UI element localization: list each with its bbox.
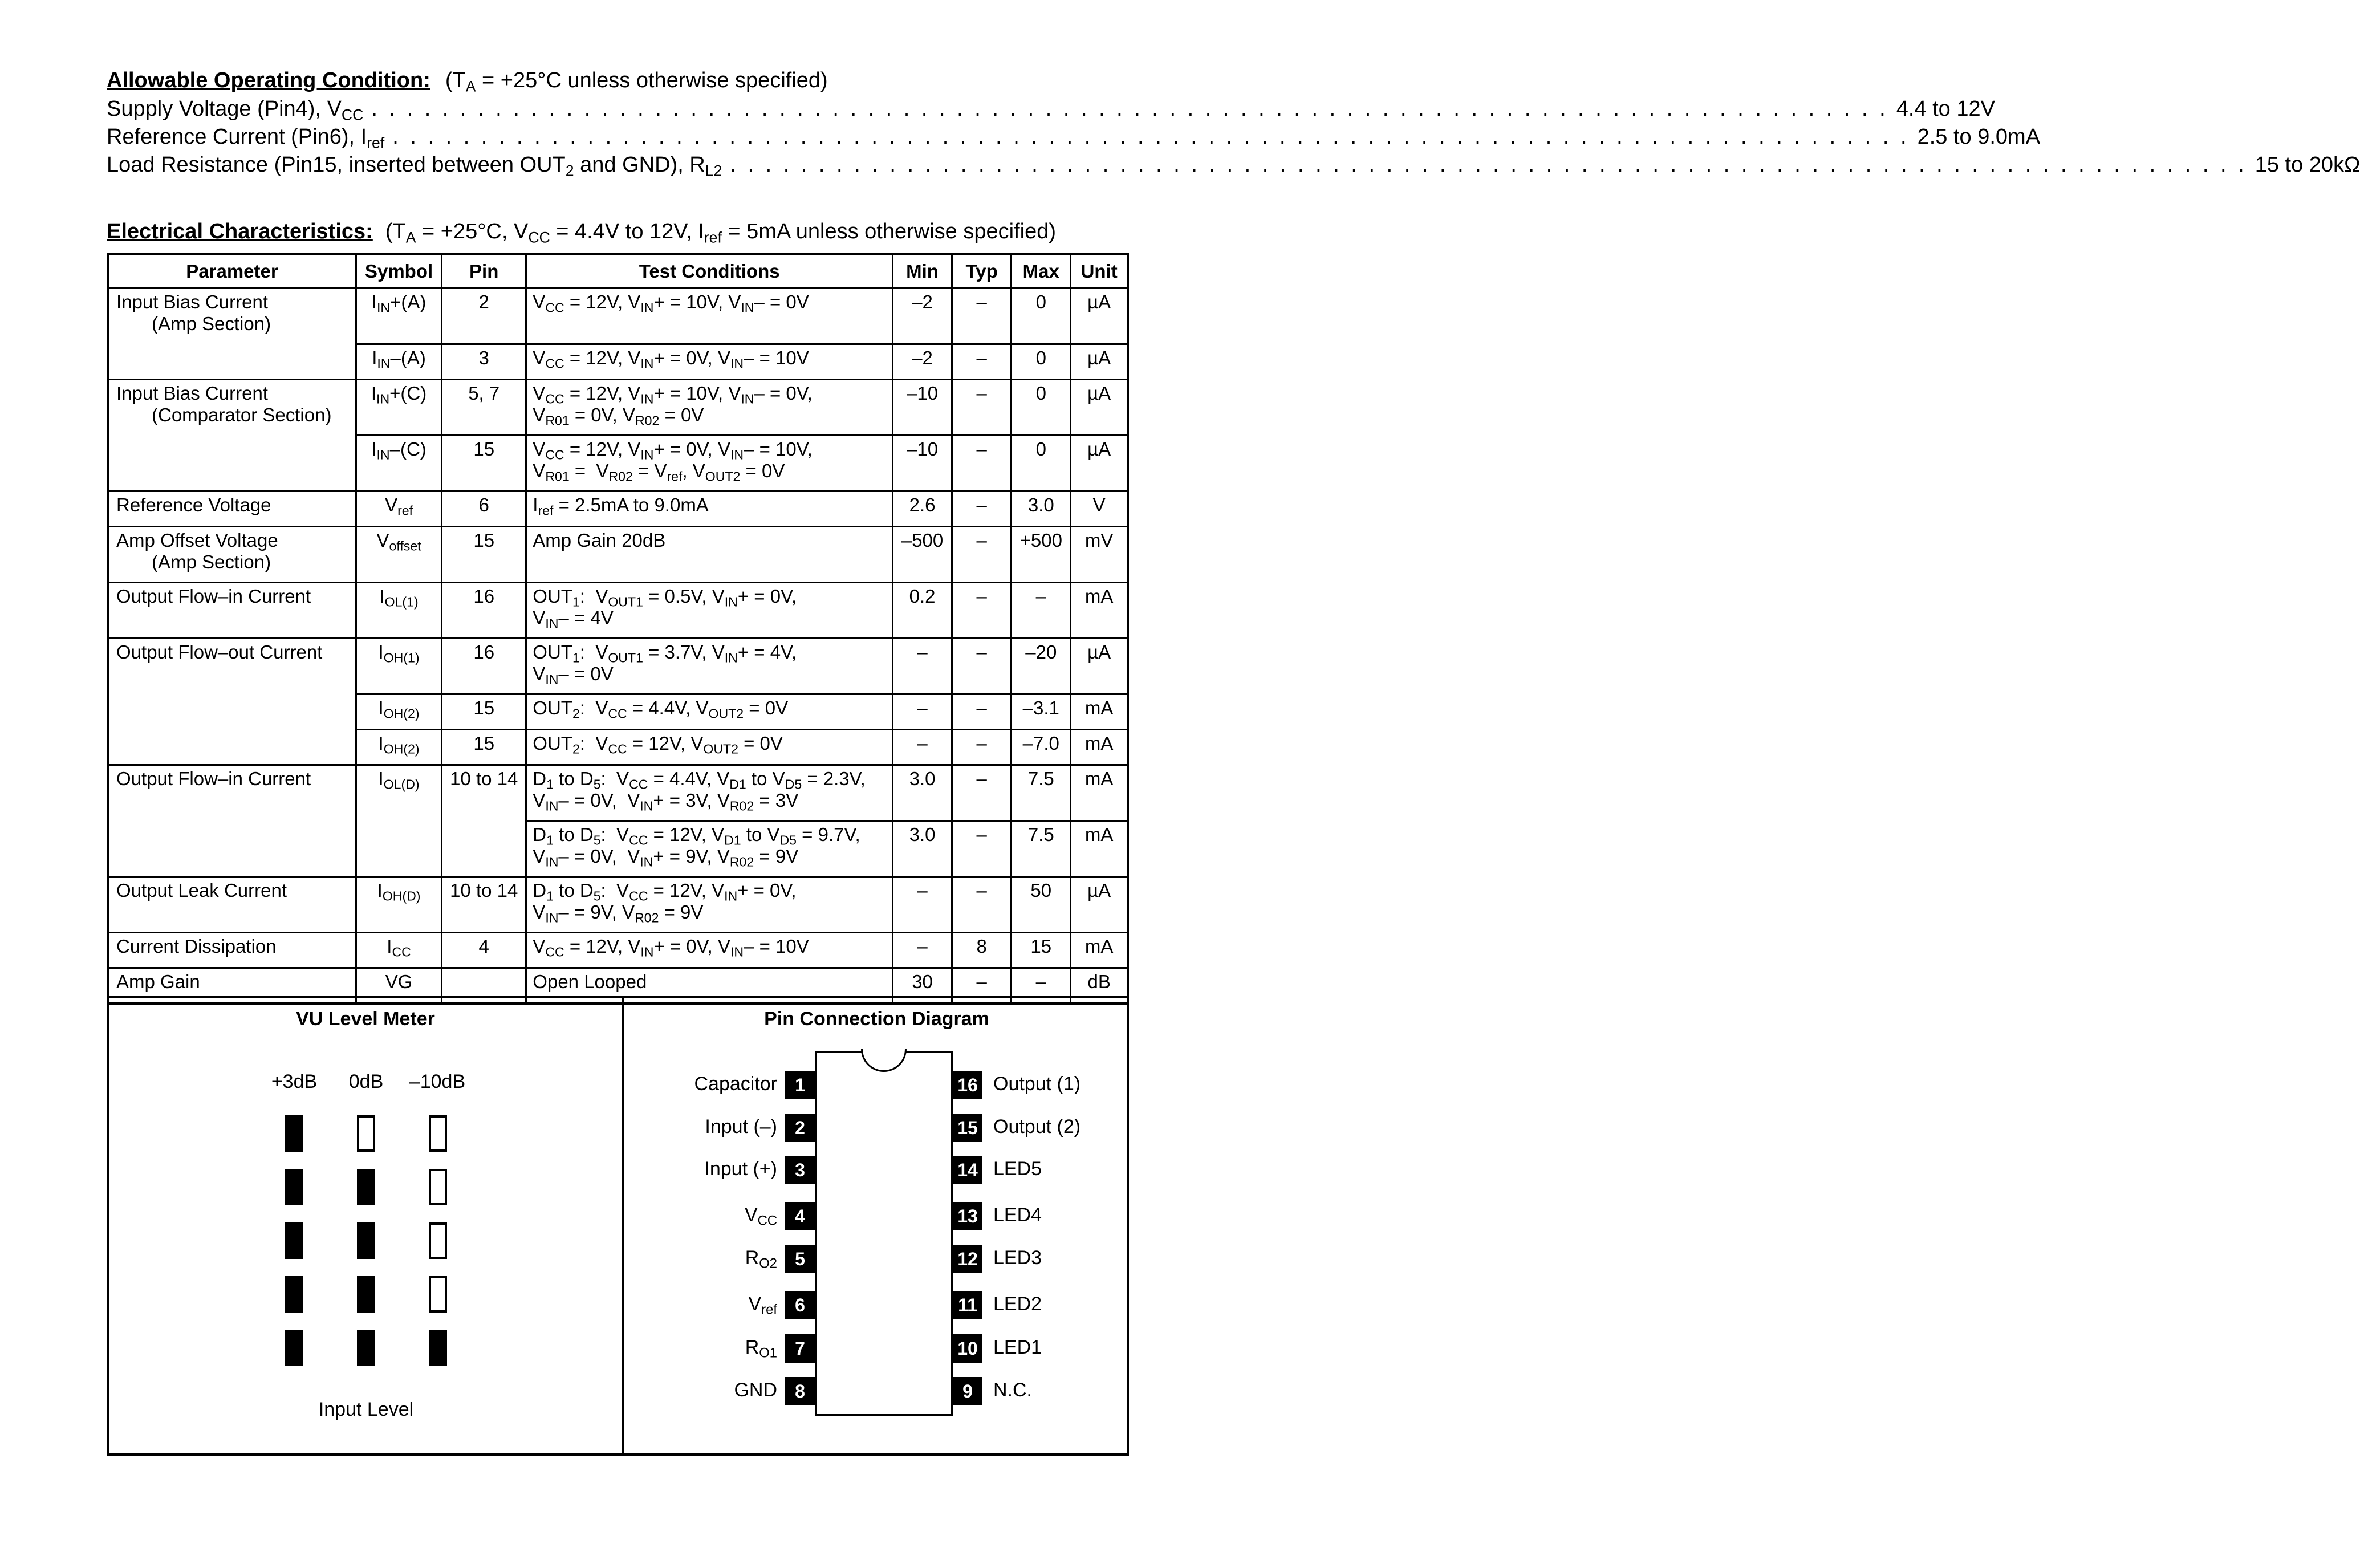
- pin-label-14: LED5: [993, 1158, 1042, 1180]
- cell-min: 3.0: [893, 765, 952, 821]
- cell-max: 7.5: [1012, 821, 1071, 877]
- cell-typ: –: [952, 527, 1012, 583]
- vu-led-segment: [285, 1222, 303, 1259]
- pin-label-4: $V_{CC}$: [744, 1204, 777, 1229]
- vu-label-minus10db: –10dB: [409, 1071, 466, 1092]
- vu-led-segment: [357, 1276, 375, 1313]
- col-header-max: Max: [1012, 254, 1071, 289]
- cell-max: +500: [1012, 527, 1071, 583]
- cell-pin: 16: [442, 639, 526, 694]
- pin-label-1: Capacitor: [694, 1073, 777, 1095]
- cell-unit: mA: [1071, 730, 1128, 765]
- cell-max: 15: [1012, 933, 1071, 968]
- cell-typ: –: [952, 289, 1012, 344]
- cell-pin: 2: [442, 289, 526, 344]
- pin-number-3: 3: [785, 1156, 815, 1184]
- cell-max: –20: [1012, 639, 1071, 694]
- cell-typ: 8: [952, 933, 1012, 968]
- col-header-unit: Unit: [1071, 254, 1128, 289]
- pin-label-7: $R_{O1}$: [745, 1337, 777, 1361]
- cell-symbol: $I_{OH(2)}$: [356, 694, 441, 730]
- cell-min: –: [893, 730, 952, 765]
- vu-led-segment: [285, 1276, 303, 1313]
- ic-package: [815, 1051, 953, 1416]
- cell-unit: mA: [1071, 821, 1128, 877]
- aoc-label: Supply Voltage (Pin4), $V_{CC}$: [107, 97, 364, 124]
- cell-parameter: Output Leak Current: [108, 877, 356, 933]
- cell-min: 2.6: [893, 491, 952, 527]
- cell-unit: µA: [1071, 289, 1128, 344]
- ec-condition: ($T_A = +25^\circ C$, $V_{CC} = 4.4V$ to 12V, $I_{ref} = 5mA$ unless otherwise specified): [385, 220, 1056, 246]
- ec-title: Electrical Characteristics:: [107, 220, 373, 243]
- cell-symbol: $I_{OL(D)}$: [356, 765, 441, 877]
- pin-label-15: Output (2): [993, 1116, 1081, 1138]
- cell-test-conditions: $D_1$ to $D_5$: $V_{CC} = 12V$, $V_{D1}$ to $V_{D5} = 9.7V$, $V_{IN}- = 0V$, $V_{IN}+ = 9V$, $V_{R02} = 9V$: [526, 821, 893, 877]
- cell-symbol: $I_{CC}$: [356, 933, 441, 968]
- table-row: [108, 765, 1128, 821]
- cell-parameter: Reference Voltage: [108, 491, 356, 527]
- cell-symbol: $I_{IN}-(C)$: [356, 436, 441, 491]
- table-row: [108, 380, 1128, 436]
- cell-parameter: Amp Gain: [108, 968, 356, 1004]
- pin-label-3: Input (+): [704, 1158, 777, 1180]
- cell-min: –: [893, 877, 952, 933]
- pin-number-7: 7: [785, 1334, 815, 1363]
- cell-min: –10: [893, 380, 952, 436]
- table-row: [108, 639, 1128, 694]
- vu-led-segment: [429, 1222, 447, 1259]
- pin-label-11: LED2: [993, 1293, 1042, 1315]
- cell-parameter: Output Flow–in Current: [108, 765, 356, 877]
- cell-typ: –: [952, 639, 1012, 694]
- cell-max: 50: [1012, 877, 1071, 933]
- table-row: [108, 877, 1128, 933]
- cell-symbol: $V_{offset}$: [356, 527, 441, 583]
- pin-number-8: 8: [785, 1377, 815, 1405]
- pin-number-4: 4: [785, 1202, 815, 1230]
- cell-pin: 6: [442, 491, 526, 527]
- cell-test-conditions: $OUT_2$: $V_{CC} = 4.4V$, $V_{OUT2} = 0V$: [526, 694, 893, 730]
- cell-symbol: $I_{OL(1)}$: [356, 583, 441, 639]
- col-header-parameter: Parameter: [108, 254, 356, 289]
- pin-label-12: LED3: [993, 1247, 1042, 1269]
- pin-number-13: 13: [953, 1202, 982, 1230]
- col-header-min: Min: [893, 254, 952, 289]
- cell-parameter: Output Flow–in Current: [108, 583, 356, 639]
- cell-test-conditions: $V_{CC} = 12V$, $V_{IN}+ = 0V$, $V_{IN}- = 10V$, $V_{R01} = V_{R02} = V_{ref}$, $V_{OUT2} = 0V$: [526, 436, 893, 491]
- cell-typ: –: [952, 730, 1012, 765]
- pin-number-12: 12: [953, 1245, 982, 1273]
- cell-test-conditions: $V_{CC} = 12V$, $V_{IN}+ = 10V$, $V_{IN}- = 0V$, $V_{R01} = 0V$, $V_{R02} = 0V$: [526, 380, 893, 436]
- cell-test-conditions: $V_{CC} = 12V$, $V_{IN}+ = 10V$, $V_{IN}- = 0V$: [526, 289, 893, 344]
- cell-max: 0: [1012, 344, 1071, 380]
- cell-min: –: [893, 694, 952, 730]
- cell-parameter: Output Flow–out Current: [108, 639, 356, 765]
- pin-label-16: Output (1): [993, 1073, 1081, 1095]
- leader-dots: . . . . . . . . . . . . . . . . . . . . . . . . . . . . . . . . . . . . . . . . . . . . . . . . . . . . . . . . . . . . . . . . . . . . . . . . . . . . . . . . . . . . . .: [730, 153, 2247, 177]
- vu-led-segment: [357, 1330, 375, 1366]
- cell-test-conditions: $D_1$ to $D_5$: $V_{CC} = 12V$, $V_{IN}+ = 0V$, $V_{IN}- = 9V$, $V_{R02} = 9V$: [526, 877, 893, 933]
- cell-parameter: Input Bias Current (Amp Section): [108, 289, 356, 380]
- table-row: [108, 583, 1128, 639]
- vu-led-segment: [429, 1169, 447, 1205]
- pin-label-10: LED1: [993, 1337, 1042, 1358]
- cell-pin: 3: [442, 344, 526, 380]
- cell-unit: V: [1071, 491, 1128, 527]
- pin-number-10: 10: [953, 1334, 982, 1363]
- vu-label-plus3db: +3dB: [271, 1071, 318, 1092]
- vu-led-segment: [285, 1330, 303, 1366]
- cell-test-conditions: $V_{CC} = 12V$, $V_{IN}+ = 0V$, $V_{IN}- = 10V$: [526, 344, 893, 380]
- cell-test-conditions: $OUT_1$: $V_{OUT1} = 0.5V$, $V_{IN}+ = 0V$, $V_{IN}- = 4V$: [526, 583, 893, 639]
- pin-label-5: $R_{O2}$: [745, 1247, 777, 1272]
- cell-max: 0: [1012, 436, 1071, 491]
- cell-min: –: [893, 933, 952, 968]
- vu-led-segment: [285, 1169, 303, 1205]
- cell-unit: mA: [1071, 933, 1128, 968]
- cell-typ: –: [952, 694, 1012, 730]
- cell-max: 7.5: [1012, 765, 1071, 821]
- electrical-characteristics-table: [107, 253, 1129, 1005]
- pin-number-1: 1: [785, 1071, 815, 1099]
- cell-min: 3.0: [893, 821, 952, 877]
- aoc-row-reference-current: [107, 123, 2041, 152]
- vu-label-0db: 0dB: [348, 1071, 384, 1092]
- table-row: [108, 527, 1128, 583]
- cell-min: –10: [893, 436, 952, 491]
- cell-test-conditions: $I_{ref} = 2.5mA$ to 9.0mA: [526, 491, 893, 527]
- table-body: [108, 289, 1128, 1004]
- aoc-value: 15 to 20kΩ: [2255, 153, 2360, 177]
- pin-number-14: 14: [953, 1156, 982, 1184]
- cell-parameter: Amp Offset Voltage (Amp Section): [108, 527, 356, 583]
- pin-number-6: 6: [785, 1291, 815, 1319]
- pin-number-16: 16: [953, 1071, 982, 1099]
- col-header-test-conditions: Test Conditions: [526, 254, 893, 289]
- cell-unit: mA: [1071, 765, 1128, 821]
- cell-test-conditions: $V_{CC} = 12V$, $V_{IN}+ = 0V$, $V_{IN}- = 10V$: [526, 933, 893, 968]
- pin-number-11: 11: [953, 1291, 982, 1319]
- cell-unit: µA: [1071, 344, 1128, 380]
- aoc-heading: [107, 66, 1127, 95]
- cell-test-conditions: $D_1$ to $D_5$: $V_{CC} = 4.4V$, $V_{D1}$ to $V_{D5} = 2.3V$, $V_{IN}- = 0V$, $V_{IN}+ = 3V$, $V_{R02} = 3V$: [526, 765, 893, 821]
- cell-pin: 15: [442, 730, 526, 765]
- cell-unit: µA: [1071, 380, 1128, 436]
- leader-dots: . . . . . . . . . . . . . . . . . . . . . . . . . . . . . . . . . . . . . . . . . . . . . . . . . . . . . . . . . . . . . . . . . . . . . . . . . . . . . . . . . . . . . .: [392, 125, 1910, 149]
- cell-typ: –: [952, 583, 1012, 639]
- cell-pin: 10 to 14: [442, 877, 526, 933]
- cell-symbol: $I_{IN}+(C)$: [356, 380, 441, 436]
- cell-min: 0.2: [893, 583, 952, 639]
- cell-max: 0: [1012, 289, 1071, 344]
- cell-unit: mA: [1071, 583, 1128, 639]
- vu-led-segment: [357, 1169, 375, 1205]
- cell-min: 30: [893, 968, 952, 1004]
- cell-test-conditions: $OUT_1$: $V_{OUT1} = 3.7V$, $V_{IN}+ = 4V$, $V_{IN}- = 0V$: [526, 639, 893, 694]
- vu-led-segment: [429, 1330, 447, 1366]
- col-header-typ: Typ: [952, 254, 1012, 289]
- cell-max: 0: [1012, 380, 1071, 436]
- cell-symbol: $I_{IN}+(A)$: [356, 289, 441, 344]
- cell-symbol: $I_{IN}-(A)$: [356, 344, 441, 380]
- allowable-operating-condition: [107, 66, 2360, 180]
- cell-max: –: [1012, 968, 1071, 1004]
- cell-min: –: [893, 639, 952, 694]
- pin-label-13: LED4: [993, 1204, 1042, 1226]
- cell-pin: 15: [442, 436, 526, 491]
- cell-max: –3.1: [1012, 694, 1071, 730]
- cell-typ: –: [952, 344, 1012, 380]
- cell-test-conditions: $OUT_2$: $V_{CC} = 12V$, $V_{OUT2} = 0V$: [526, 730, 893, 765]
- pin-number-9: 9: [953, 1377, 982, 1405]
- cell-pin: 10 to 14: [442, 765, 526, 877]
- cell-max: –: [1012, 583, 1071, 639]
- cell-symbol: $I_{OH(1)}$: [356, 639, 441, 694]
- pin-number-5: 5: [785, 1245, 815, 1273]
- leader-dots: . . . . . . . . . . . . . . . . . . . . . . . . . . . . . . . . . . . . . . . . . . . . . . . . . . . . . . . . . . . . . . . . . . . . . . . . . . . . . . . . . . . . . .: [371, 97, 1888, 121]
- aoc-label: Load Resistance (Pin15, inserted between $OUT_2$ and GND), $R_{L2}$: [107, 153, 722, 180]
- cell-unit: µA: [1071, 877, 1128, 933]
- cell-typ: –: [952, 491, 1012, 527]
- table-row: [108, 933, 1128, 968]
- pin-label-6: $V_{ref}$: [748, 1293, 777, 1318]
- electrical-characteristics-heading: [107, 217, 1127, 246]
- vu-led-segment: [357, 1222, 375, 1259]
- cell-pin: 15: [442, 694, 526, 730]
- pin-label-8: GND: [734, 1379, 777, 1401]
- col-header-symbol: Symbol: [356, 254, 441, 289]
- table-header-row: [108, 254, 1128, 289]
- cell-symbol: $I_{OH(2)}$: [356, 730, 441, 765]
- cell-parameter: Current Dissipation: [108, 933, 356, 968]
- table-row: [108, 491, 1128, 527]
- cell-unit: µA: [1071, 436, 1128, 491]
- aoc-condition: ($T_A = +25^\circ C$ unless otherwise specified): [445, 68, 828, 95]
- cell-max: 3.0: [1012, 491, 1071, 527]
- cell-symbol: $I_{OH(D)}$: [356, 877, 441, 933]
- cell-symbol: $V_{ref}$: [356, 491, 441, 527]
- aoc-row-supply-voltage: [107, 95, 1995, 124]
- pin-number-15: 15: [953, 1114, 982, 1142]
- cell-unit: µA: [1071, 639, 1128, 694]
- pin-label-2: Input (–): [705, 1116, 777, 1138]
- cell-unit: mV: [1071, 527, 1128, 583]
- cell-test-conditions: Amp Gain 20dB: [526, 527, 893, 583]
- vu-led-segment: [429, 1276, 447, 1313]
- cell-test-conditions: Open Looped: [526, 968, 893, 1004]
- aoc-row-load-resistance: [107, 151, 2360, 180]
- aoc-label: Reference Current (Pin6), $I_{ref}$: [107, 125, 385, 152]
- aoc-value: 2.5 to 9.0mA: [1917, 125, 2041, 149]
- pin-diagram-title: Pin Connection Diagram: [764, 1008, 989, 1030]
- cell-min: –2: [893, 344, 952, 380]
- cell-pin: 5, 7: [442, 380, 526, 436]
- cell-symbol: VG: [356, 968, 441, 1004]
- table-row: [108, 289, 1128, 344]
- cell-typ: –: [952, 821, 1012, 877]
- cell-max: –7.0: [1012, 730, 1071, 765]
- cell-typ: –: [952, 380, 1012, 436]
- cell-unit: mA: [1071, 694, 1128, 730]
- cell-typ: –: [952, 968, 1012, 1004]
- vu-input-level-label: Input Level: [318, 1399, 414, 1420]
- cell-parameter: Input Bias Current (Comparator Section): [108, 380, 356, 491]
- vu-meter-title: VU Level Meter: [296, 1008, 435, 1030]
- cell-pin: 4: [442, 933, 526, 968]
- vu-led-segment: [285, 1115, 303, 1152]
- cell-min: –500: [893, 527, 952, 583]
- pin-label-9: N.C.: [993, 1379, 1032, 1401]
- cell-typ: –: [952, 765, 1012, 821]
- aoc-title: Allowable Operating Condition:: [107, 68, 430, 92]
- cell-unit: dB: [1071, 968, 1128, 1004]
- aoc-value: 4.4 to 12V: [1896, 97, 1995, 121]
- pin-number-2: 2: [785, 1114, 815, 1142]
- cell-min: –2: [893, 289, 952, 344]
- col-header-pin: Pin: [442, 254, 526, 289]
- cell-pin: 16: [442, 583, 526, 639]
- cell-typ: –: [952, 877, 1012, 933]
- cell-typ: –: [952, 436, 1012, 491]
- vu-led-segment: [357, 1115, 375, 1152]
- vu-led-segment: [429, 1115, 447, 1152]
- cell-pin: 15: [442, 527, 526, 583]
